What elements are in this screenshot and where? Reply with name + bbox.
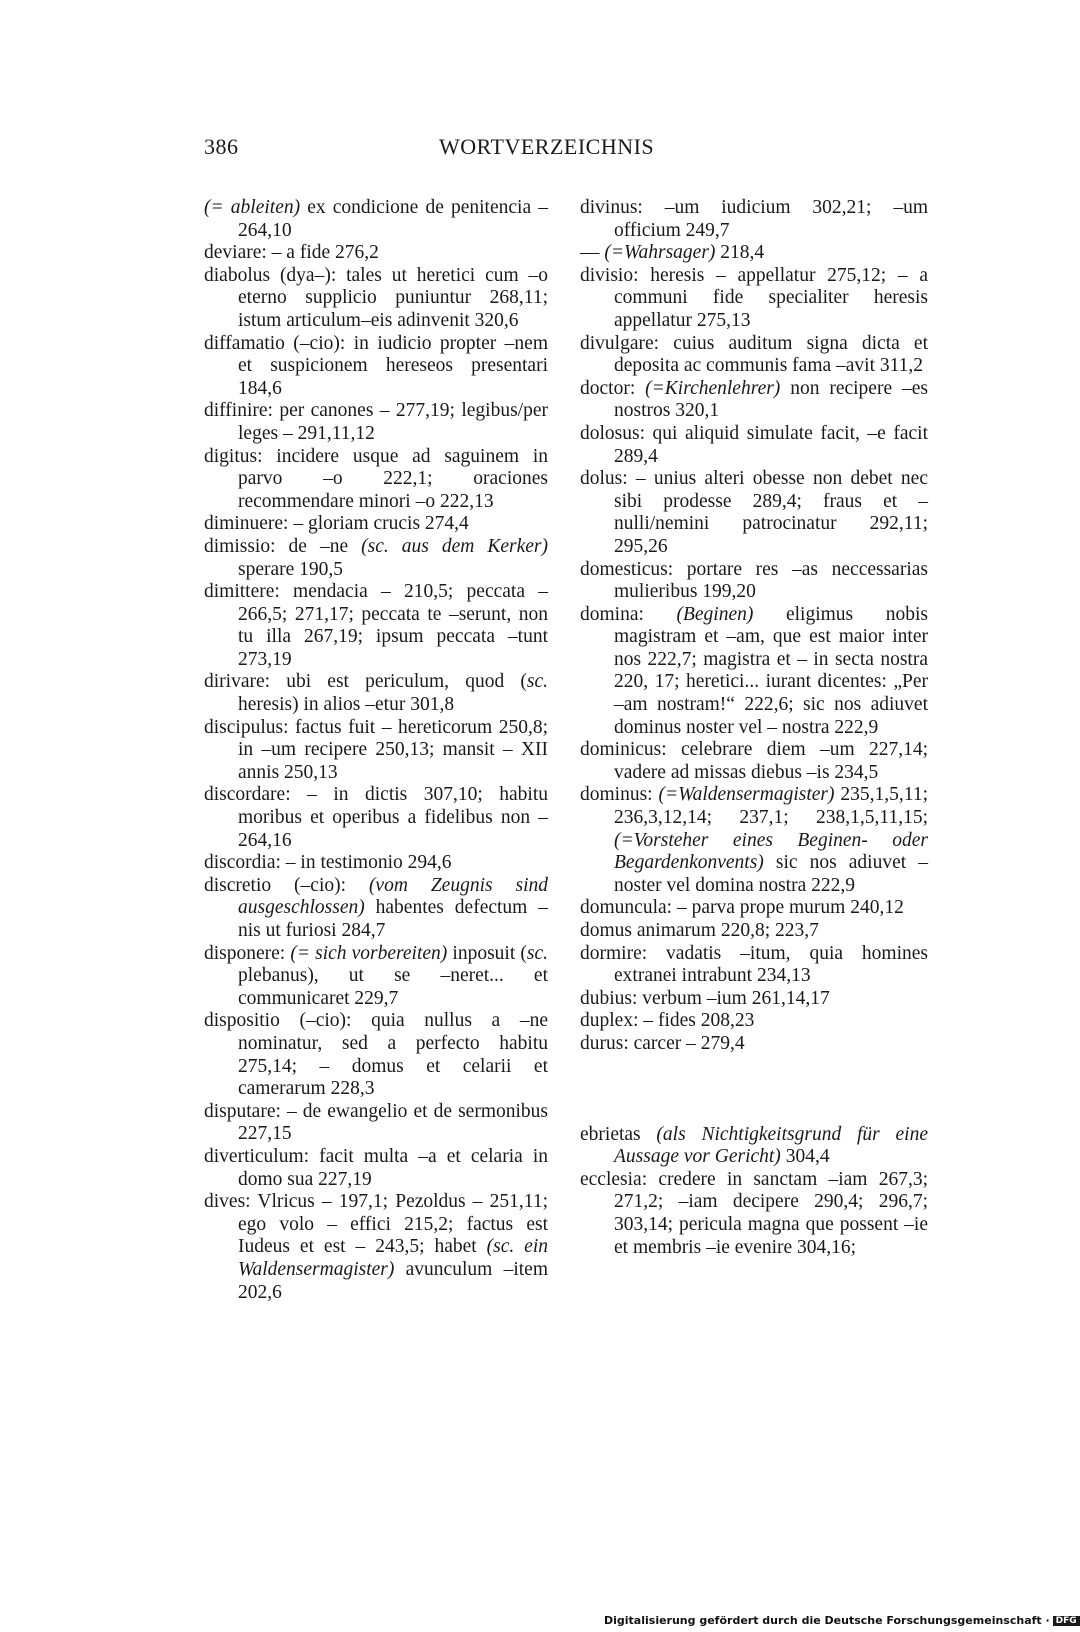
entry-text: diffamatio (–cio): in iudicio propter –nem et suspicionem hereseos presentari 184,6 <box>204 332 548 399</box>
entry-gloss: (= ableiten) <box>204 197 301 218</box>
entry-text: domus animarum 220,8; 223,7 <box>580 920 819 941</box>
index-entry <box>580 333 928 378</box>
entry-text: plebanus), ut se –neret... et communicaret 229,7 <box>238 965 548 1009</box>
entry-text: ex condicione de penitencia – 264,10 <box>238 197 548 241</box>
entry-text: discordia: – in testimonio 294,6 <box>204 852 452 874</box>
index-entry <box>580 604 928 740</box>
index-entry <box>580 559 928 604</box>
entry-text: dormire: vadatis –itum, quia homines extranei intrabunt 234,13 <box>580 942 928 987</box>
entry-gloss: sc. <box>526 942 548 964</box>
entry-text: dispositio (–cio): quia nullus a –ne nominatur, sed a perfecto habitu 275,14; – domus et celarii et camerarum 228,3 <box>204 1010 548 1100</box>
index-entry <box>580 242 928 265</box>
index-entry <box>580 265 928 333</box>
entry-text: diffinire: per canones – 277,19; legibus/per leges – 291,11,12 <box>204 400 548 444</box>
index-entry <box>204 581 548 671</box>
index-entry <box>204 1191 548 1304</box>
entry-text: heresis) in alios –etur 301,8 <box>238 694 455 716</box>
entry-text: habentes defectum –nis ut furiosi 284,7 <box>238 897 548 941</box>
index-entry <box>204 875 548 943</box>
index-entry <box>580 423 928 468</box>
right-column <box>580 197 928 1259</box>
entry-gloss: (=Wahrsager) <box>604 242 716 264</box>
left-column <box>204 197 548 1304</box>
entry-text: inposuit ( <box>447 942 527 964</box>
entry-text: dirivare: ubi est periculum, quod ( <box>204 671 527 693</box>
index-entry <box>204 400 548 445</box>
entry-text: domina: <box>580 603 677 625</box>
index-entry <box>204 242 548 265</box>
index-entry <box>204 197 548 242</box>
index-entry <box>204 852 548 875</box>
entry-text: dolus: – unius alteri obesse non debet nec sibi prodesse 289,4; fraus et – nulli/nemini patrocinatur 292,11; 295,26 <box>580 468 928 557</box>
index-entry <box>204 446 548 514</box>
entry-text: deviare: – a fide 276,2 <box>204 242 379 264</box>
index-entry <box>580 897 928 920</box>
footer-text: Digitalisierung gefördert durch die Deutsche Forschungsgemeinschaft · <box>604 1614 1050 1627</box>
entry-text: divinus: –um iudicium 302,21; –um officium 249,7 <box>580 197 928 241</box>
entry-text: sic nos adiuvet – noster vel domina nostra 222,9 <box>614 852 928 896</box>
entry-text: discretio (–cio): <box>204 874 369 896</box>
entry-text: discordare: – in dictis 307,10; habitu moribus et operibus a fidelibus non – 264,16 <box>204 784 548 851</box>
entry-text: diverticulum: facit multa –a et celaria in domo sua 227,19 <box>204 1145 548 1190</box>
index-entry <box>204 333 548 401</box>
section-gap <box>580 1056 928 1124</box>
dfg-logo: DFG <box>1053 1616 1080 1626</box>
index-entry <box>204 671 548 716</box>
entry-text: disputare: – de ewangelio et de sermonibus 227,15 <box>204 1100 548 1145</box>
index-entry <box>580 468 928 558</box>
index-entry <box>204 717 548 785</box>
entry-text: dives: Vlricus – 197,1; Pezoldus – 251,11; ego volo – effici 215,2; factus est Iudeus et est – 243,5; habet <box>204 1191 548 1258</box>
footer-credit <box>604 1614 1080 1627</box>
entry-text: dominus: <box>580 784 659 806</box>
index-entry <box>204 1101 548 1146</box>
entry-text: durus: carcer – 279,4 <box>580 1032 745 1054</box>
entry-text: dominicus: celebrare diem –um 227,14; vadere ad missas diebus –is 234,5 <box>580 739 928 783</box>
entry-text: domuncula: – parva prope murum 240,12 <box>580 897 904 919</box>
entry-text: duplex: – fides 208,23 <box>580 1010 755 1032</box>
index-entry <box>204 1146 548 1191</box>
index-entry <box>580 1033 928 1056</box>
entry-gloss: (=Vorsteher eines Beginen- oder Begardenkonvents) <box>614 829 928 874</box>
entry-text: discipulus: factus fuit – hereticorum 250,8; in –um recipere 250,13; mansit – XII annis 250,13 <box>204 716 548 783</box>
entry-gloss: sc. <box>526 671 548 693</box>
entry-text: dimissio: de –ne <box>204 535 362 557</box>
entry-gloss: (= sich vorbereiten) <box>290 942 448 964</box>
entry-gloss: (=Kirchenlehrer) <box>645 377 781 399</box>
entry-text: divulgare: cuius auditum signa dicta et deposita ac communis fama –avit 311,2 <box>580 332 928 377</box>
entry-text: ecclesia: credere in sanctam –iam 267,3; 271,2; –iam decipere 290,4; 296,7; 303,14; pericula magna que possent –ie et membris –ie evenire 304,16; <box>580 1168 928 1258</box>
index-entry <box>580 1169 928 1259</box>
entry-text: doctor: <box>580 377 646 399</box>
entry-gloss: (sc. ein Waldensermagister) <box>238 1236 548 1280</box>
entry-gloss: (Beginen) <box>676 603 754 625</box>
entry-text: 235,1,5,11; 236,3,12,14; 237,1; 238,1,5,11,15; <box>614 784 928 829</box>
entry-text: eligimus nobis magistram et –am, que est maior inter nos 222,7; magistra et – in secta nostra 220, 17; heretici... iurant dicentes: „Per –am nostram!“ 222,6; sic nos adiuvet dominus noster vel – nostra 222,9 <box>614 603 928 738</box>
index-entry <box>580 739 928 784</box>
index-entry <box>580 920 928 943</box>
index-entry <box>204 784 548 852</box>
index-entry <box>580 1124 928 1169</box>
entry-text: divisio: heresis – appellatur 275,12; – a communi fide specialiter heresis appellatur 275,13 <box>580 264 928 331</box>
index-entry <box>580 1010 928 1033</box>
entry-text: diabolus (dya–): tales ut heretici cum –o eterno supplicio puniuntur 268,11; istum articulum–eis adinvenit 320,6 <box>204 264 548 331</box>
entry-gloss: (sc. aus dem Kerker) <box>361 535 548 557</box>
index-entry <box>580 197 928 242</box>
entry-text: dolosus: qui aliquid simulate facit, –e facit 289,4 <box>580 422 928 467</box>
entry-text: ebrietas <box>580 1123 657 1145</box>
index-entry <box>204 513 548 536</box>
entry-text: digitus: incidere usque ad saguinem in parvo –o 222,1; oraciones recommendare minori –o 222,13 <box>204 445 548 512</box>
index-entry <box>204 536 548 581</box>
index-entry <box>580 784 928 897</box>
index-entry <box>580 378 928 423</box>
entry-text: sperare 190,5 <box>238 558 344 580</box>
entry-text: dubius: verbum –ium 261,14,17 <box>580 987 830 1009</box>
entry-gloss: (vom Zeugnis sind ausgeschlossen) <box>238 874 548 919</box>
entry-text: — <box>580 242 605 264</box>
index-entry <box>580 988 928 1011</box>
entry-text: non recipere –es nostros 320,1 <box>614 377 928 422</box>
index-entry <box>204 943 548 1011</box>
index-entry <box>580 943 928 988</box>
entry-text: disponere: <box>204 942 291 964</box>
page-title: WORTVERZEICHNIS <box>439 134 655 159</box>
index-entry <box>204 265 548 333</box>
entry-text: 304,4 <box>780 1146 830 1168</box>
page-number: 386 <box>204 134 239 159</box>
index-entry <box>204 1010 548 1100</box>
entry-text: 218,4 <box>715 242 765 264</box>
entry-text: diminuere: – gloriam crucis 274,4 <box>204 513 469 535</box>
entry-gloss: (=Waldensermagister) <box>658 784 835 806</box>
entry-text: domesticus: portare res –as neccessarias mulieribus 199,20 <box>580 558 928 603</box>
entry-gloss: (als Nichtigkeitsgrund für eine Aussage vor Gericht) <box>614 1123 928 1168</box>
entry-text: dimittere: mendacia – 210,5; peccata – 266,5; 271,17; peccata te –serunt, non tu illa 267,19; ipsum peccata –tunt 273,19 <box>204 581 548 670</box>
entry-text: avunculum –item 202,6 <box>238 1258 548 1303</box>
